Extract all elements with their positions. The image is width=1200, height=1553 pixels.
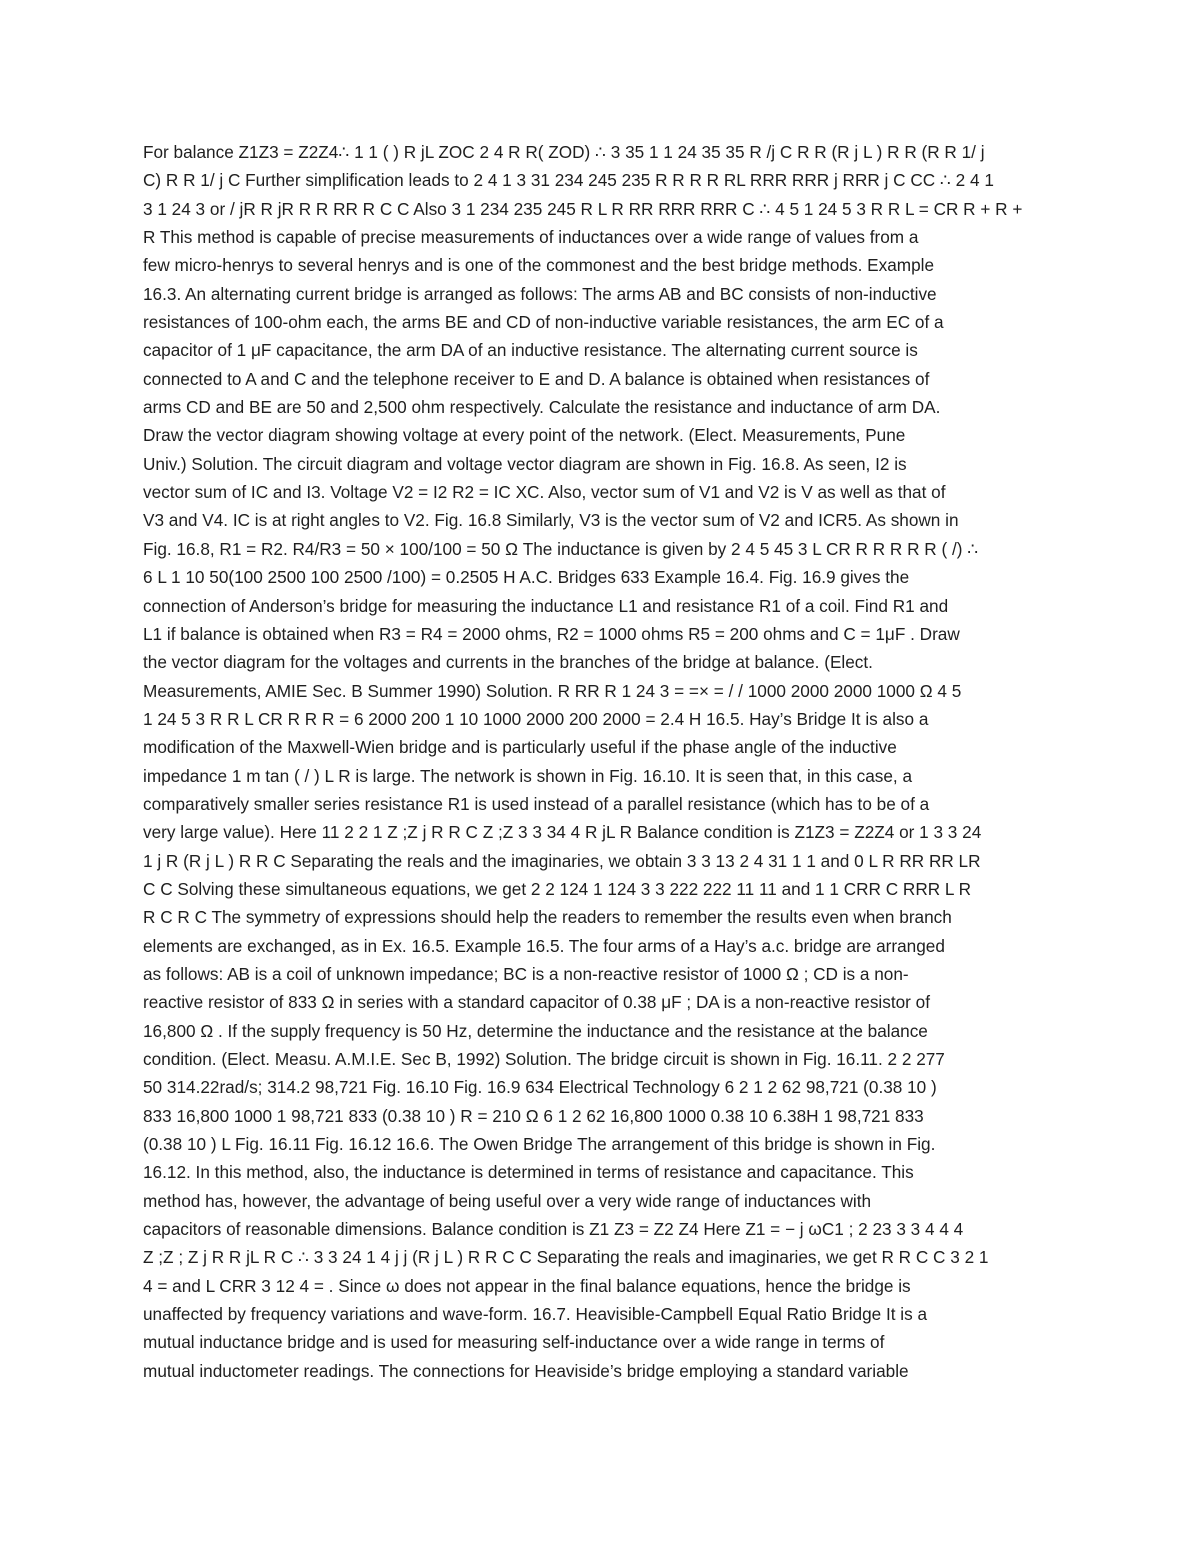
text-line: 833 16,800 1000 1 98,721 833 (0.38 10 ) R = 210 Ω 6 1 2 62 16,800 1000 0.38 10 6.38H 1 98,721 833 bbox=[143, 1105, 924, 1126]
text-line: C C Solving these simultaneous equations, we get 2 2 124 1 124 3 3 222 222 11 11 and 1 1 CRR C RRR L R bbox=[143, 878, 972, 899]
text-line: (0.38 10 ) L Fig. 16.11 Fig. 16.12 16.6. The Owen Bridge The arrangement of this bridge is shown in Fig. bbox=[143, 1134, 936, 1155]
text-line: very large value). Here 11 2 2 1 Z ;Z j R R C Z ;Z 3 3 34 4 R jL R Balance condition is Z1Z3 = Z2Z4 or 1 3 3 24 bbox=[143, 822, 982, 843]
text-line: arms CD and BE are 50 and 2,500 ohm respectively. Calculate the resistance and inductance of arm DA. bbox=[143, 397, 941, 418]
text-line: Fig. 16.8, R1 = R2. R4/R3 = 50 × 100/100 = 50 Ω The inductance is given by 2 4 5 45 3 L CR R R R R R ( /) ∴ bbox=[143, 538, 979, 559]
text-line: Measurements, AMIE Sec. B Summer 1990) Solution. R RR R 1 24 3 = =× = / / 1000 2000 2000 1000 Ω 4 5 bbox=[143, 680, 962, 701]
text-line: comparatively smaller series resistance R1 is used instead of a parallel resistance (which has to be of a bbox=[143, 793, 930, 814]
text-line: method has, however, the advantage of being useful over a very wide range of inductances with bbox=[143, 1190, 872, 1211]
text-line: 16,800 Ω . If the supply frequency is 50 Hz, determine the inductance and the resistance at the balance bbox=[143, 1020, 928, 1041]
text-line: capacitor of 1 μF capacitance, the arm DA of an inductive resistance. The alternating current source is bbox=[143, 340, 918, 361]
body-text bbox=[143, 138, 1043, 1385]
text-line: 16.3. An alternating current bridge is arranged as follows: The arms AB and BC consists of non-inductive bbox=[143, 283, 937, 304]
text-line: the vector diagram for the voltages and currents in the branches of the bridge at balance. (Elect. bbox=[143, 652, 873, 673]
text-line: unaffected by frequency variations and wave-form. 16.7. Heavisible-Campbell Equal Ratio Bridge It is a bbox=[143, 1304, 928, 1325]
text-line: capacitors of reasonable dimensions. Balance condition is Z1 Z3 = Z2 Z4 Here Z1 = − j ωC1 ; 2 23 3 3 4 4 4 bbox=[143, 1219, 964, 1240]
text-line: 6 L 1 10 50(100 2500 100 2500 /100) = 0.2505 H A.C. Bridges 633 Example 16.4. Fig. 16.9 gives the bbox=[143, 567, 910, 588]
text-line: impedance 1 m tan ( / ) L R is large. The network is shown in Fig. 16.10. It is seen that, in this case, a bbox=[143, 765, 913, 786]
text-line: 4 = and L CRR 3 12 4 = . Since ω does not appear in the final balance equations, hence the bridge is bbox=[143, 1275, 911, 1296]
text-line: Univ.) Solution. The circuit diagram and voltage vector diagram are shown in Fig. 16.8. As seen, I2 is bbox=[143, 453, 907, 474]
text-line: mutual inductometer readings. The connections for Heaviside’s bridge employing a standard variable bbox=[143, 1360, 909, 1381]
text-line: C) R R 1/ j C Further simplification leads to 2 4 1 3 31 234 245 235 R R R R RL RRR RRR j RRR j C CC ∴ 2 4 1 bbox=[143, 170, 994, 191]
text-line: Draw the vector diagram showing voltage at every point of the network. (Elect. Measurements, Pune bbox=[143, 425, 906, 446]
text-line: 16.12. In this method, also, the inductance is determined in terms of resistance and capacitance. This bbox=[143, 1162, 914, 1183]
text-line: V3 and V4. IC is at right angles to V2. Fig. 16.8 Similarly, V3 is the vector sum of V2 and ICR5. As shown in bbox=[143, 510, 959, 531]
text-line: resistances of 100-ohm each, the arms BE and CD of non-inductive variable resistances, the arm EC of a bbox=[143, 312, 944, 333]
text-line: as follows: AB is a coil of unknown impedance; BC is a non-reactive resistor of 1000 Ω ; CD is a non- bbox=[143, 963, 909, 984]
text-line: For balance Z1Z3 = Z2Z4∴ 1 1 ( ) R jL ZOC 2 4 R R( ZOD) ∴ 3 35 1 1 24 35 35 R /j C R R (R j L ) R R (R R 1/ j bbox=[143, 142, 985, 162]
text-line: R This method is capable of precise measurements of inductances over a wide range of values from a bbox=[143, 227, 919, 248]
text-line: Z ;Z ; Z j R R jL R C ∴ 3 3 24 1 4 j j (R j L ) R R C C Separating the reals and imaginaries, we get R R C C 3 2 1 bbox=[143, 1247, 989, 1268]
text-line: connection of Anderson’s bridge for measuring the inductance L1 and resistance R1 of a coil. Find R1 and bbox=[143, 595, 949, 616]
text-line: 1 24 5 3 R R L CR R R R = 6 2000 200 1 10 1000 2000 200 2000 = 2.4 H 16.5. Hay’s Bridge It is also a bbox=[143, 708, 929, 729]
text-line: vector sum of IC and I3. Voltage V2 = I2 R2 = IC XC. Also, vector sum of V1 and V2 is V as well as that of bbox=[143, 482, 946, 503]
text-line: mutual inductance bridge and is used for measuring self-inductance over a wide range in terms of bbox=[143, 1332, 885, 1353]
text-line: reactive resistor of 833 Ω in series with a standard capacitor of 0.38 μF ; DA is a non-reactive resistor of bbox=[143, 992, 930, 1013]
text-line: 50 314.22rad/s; 314.2 98,721 Fig. 16.10 Fig. 16.9 634 Electrical Technology 6 2 1 2 62 98,721 (0.38 10 ) bbox=[143, 1077, 937, 1098]
text-line: condition. (Elect. Measu. A.M.I.E. Sec B, 1992) Solution. The bridge circuit is shown in Fig. 16.11. 2 2 277 bbox=[143, 1049, 945, 1069]
text-line: few micro-henrys to several henrys and is one of the commonest and the best bridge methods. Example bbox=[143, 255, 935, 276]
text-line: R C R C The symmetry of expressions should help the readers to remember the results even when branch bbox=[143, 907, 952, 928]
text-line: elements are exchanged, as in Ex. 16.5. Example 16.5. The four arms of a Hay’s a.c. bridge are arranged bbox=[143, 935, 945, 956]
text-line: 1 j R (R j L ) R R C Separating the reals and the imaginaries, we obtain 3 3 13 2 4 31 1 1 and 0 L R RR RR LR bbox=[143, 850, 981, 871]
text-line: L1 if balance is obtained when R3 = R4 = 2000 ohms, R2 = 1000 ohms R5 = 200 ohms and C = 1μF . Draw bbox=[143, 623, 960, 644]
text-line: connected to A and C and the telephone receiver to E and D. A balance is obtained when resistances of bbox=[143, 368, 930, 389]
text-line: modification of the Maxwell-Wien bridge and is particularly useful if the phase angle of the inductive bbox=[143, 737, 897, 758]
text-line: 3 1 24 3 or / jR R jR R R RR R C C Also 3 1 234 235 245 R L R RR RRR RRR C ∴ 4 5 1 24 5 3 R R L = CR R + R + bbox=[143, 198, 1023, 219]
